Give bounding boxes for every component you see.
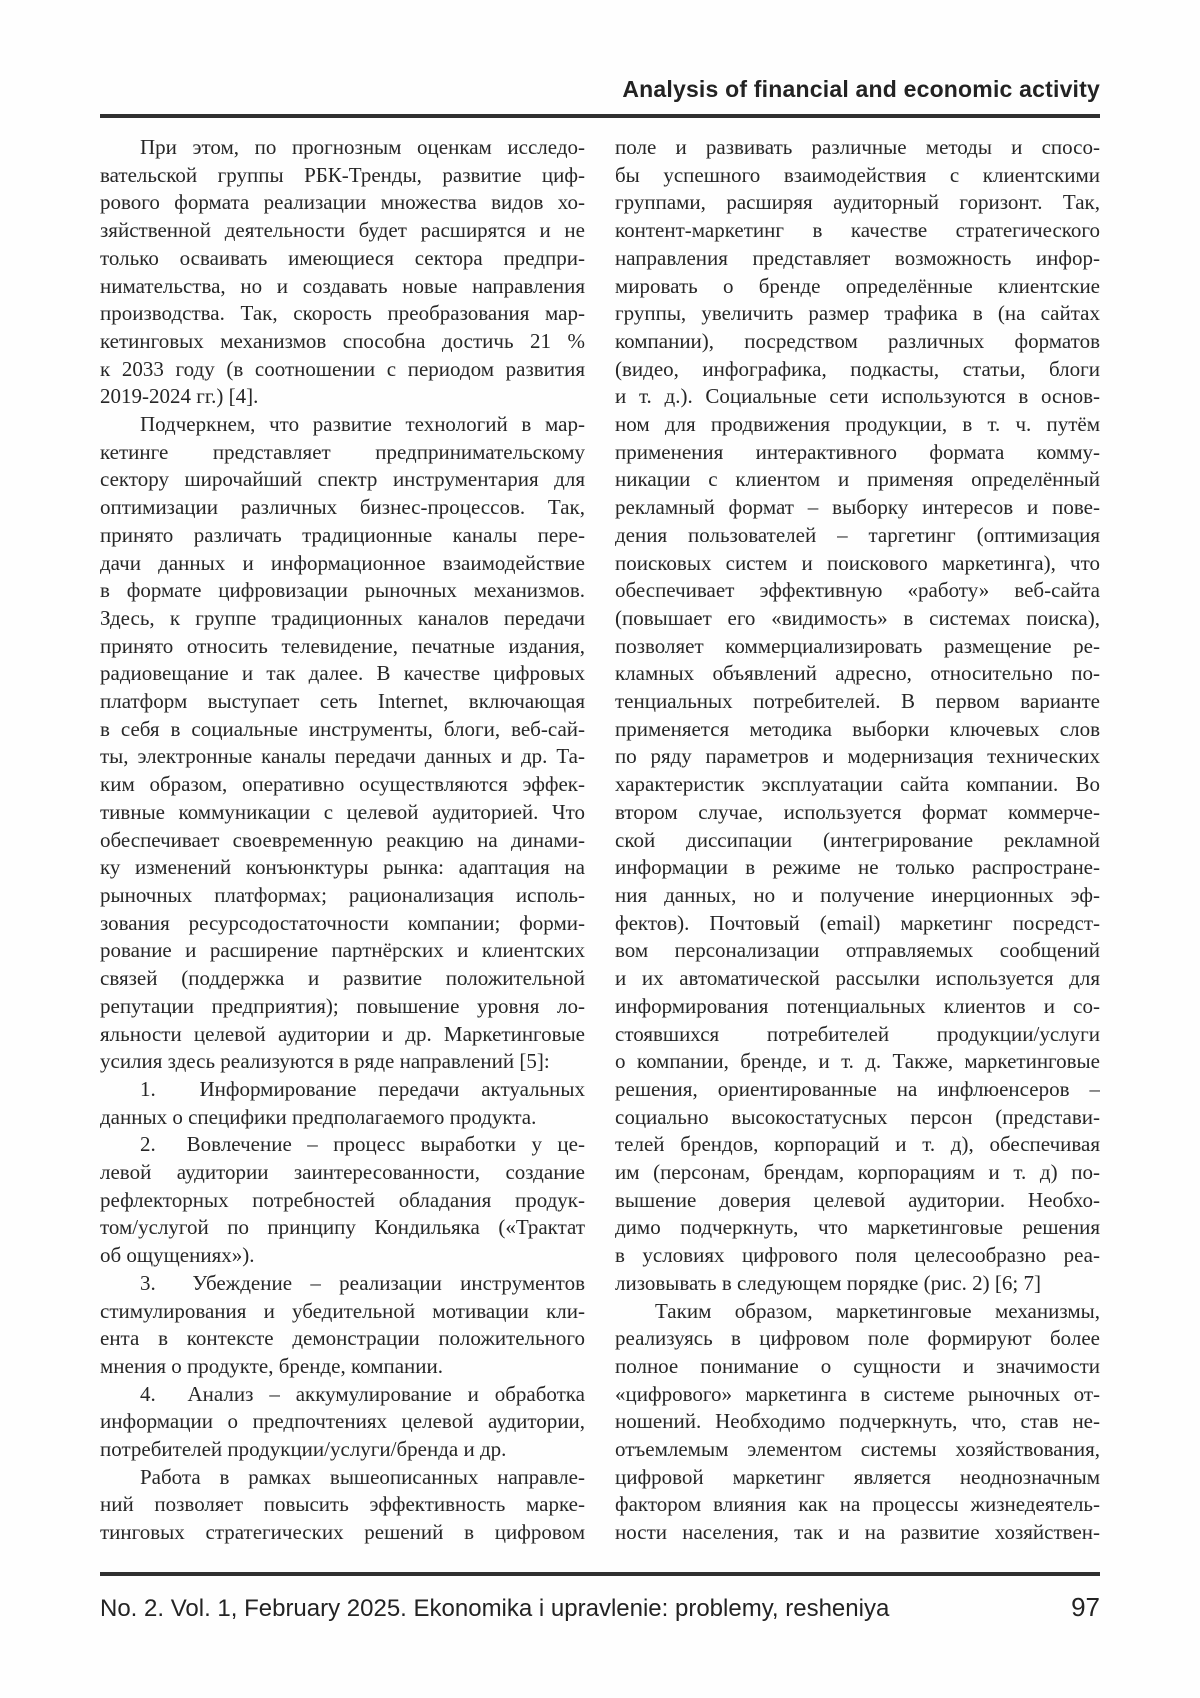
text-line: полное понимание о сущности и значимости [615,1353,1100,1378]
text-line: (повышает его «видимость» в системах поиска), [615,605,1100,630]
text-line: группами, расширяя аудиторный горизонт. Так, [615,190,1100,215]
text-line: применения интерактивного формата комму- [615,439,1100,464]
text-line: 1. Информирование передачи актуальных [140,1076,585,1101]
text-line: Таким образом, маркетинговые механизмы, [655,1298,1100,1323]
text-line: потребителей продукции/услуги/бренда и др. [100,1437,507,1462]
text-line: ности населения, так и на развитие хозяйствен- [615,1520,1100,1545]
text-line: вом персонализации отправляемых сообщений [615,938,1100,963]
text-line: 4. Анализ – аккумулирование и обработка [140,1381,585,1406]
text-line: платформ выступает сеть Internet, включающая [100,689,585,714]
footer [100,1592,1100,1623]
running-head: Analysis of financial and economic activity [622,76,1100,102]
text-line: рового формата реализации множества видов хо- [100,190,585,215]
text-line: радиовещание и так далее. В качестве цифровых [100,661,585,686]
text-line: фектов). Почтовый (email) маркетинг посредст- [615,910,1100,935]
text-line: поисковых систем и поискового маркетинга), что [615,550,1100,575]
text-line: рыночных платформах; рационализация исполь- [100,882,585,907]
text-line: производства. Так, скорость преобразования мар- [100,301,585,326]
text-line: решения, ориентированные на инфлюенсеров – [615,1076,1100,1101]
text-line: ний позволяет повысить эффективность марке- [100,1492,585,1517]
text-line: рефлекторных потребностей обладания продук- [100,1187,585,1212]
text-line: информации о предпочтениях целевой аудитории, [100,1409,585,1434]
text-line: зования ресурсодостаточности компании; форми- [100,910,585,935]
text-line: яльности целевой аудитории и др. Маркетинговые [100,1021,585,1046]
text-line: 2019-2024 гг.) [4]. [100,384,259,409]
text-line: сектору широчайший спектр инструментария для [100,467,585,492]
text-line: им (персонам, брендам, корпорациям и т. д) по- [615,1160,1100,1185]
text-line: кетинговых механизмов способна достичь 21 % [100,328,585,353]
column-right [615,134,1100,1547]
text-line: 2. Вовлечение – процесс выработки у це- [140,1132,585,1157]
text-line: рование и расширение партнёрских и клиентских [100,938,585,963]
text-line: бы успешного взаимодействия с клиентскими [615,162,1100,187]
text-line: группы, увеличить размер трафика в (на сайтах [615,301,1100,326]
journal-citation: No. 2. Vol. 1, February 2025. Ekonomika i upravlenie: problemy, resheniya [100,1595,890,1622]
paragraph [100,1076,585,1131]
text-line: фактором влияния как на процессы жизнедеятель- [615,1492,1100,1517]
text-line: Подчеркнем, что развитие технологий в мар- [140,412,585,437]
text-line: тинговых стратегических решений в цифровом [100,1520,585,1545]
text-line: «цифрового» маркетинга в системе рыночных от- [615,1381,1100,1406]
footer-rule [100,1572,1100,1576]
text-line: обеспечивает эффективную «работу» веб-сайта [615,578,1100,603]
text-line: 3. Убеждение – реализации инструментов [140,1270,585,1295]
text-line: принято различать традиционные каналы пере- [100,522,585,547]
text-line: информирования потенциальных клиентов и со- [615,993,1100,1018]
text-line: (видео, инфографика, подкасты, статьи, блоги [615,356,1100,381]
text-line: дения пользователей – таргетинг (оптимизация [615,522,1100,547]
text-line: в формате цифровизации рыночных механизмов. [100,578,585,603]
text-line: ента в контексте демонстрации положительного [100,1326,585,1351]
text-line: связей (поддержка и развитие положительной [100,966,585,991]
text-line: никации с клиентом и применяя определённый [615,467,1100,492]
paragraph [100,134,585,411]
text-line: только осваивать имеющиеся сектора предпри- [100,245,585,270]
text-line: телей брендов, корпораций и т. д), обеспечивая [615,1132,1100,1157]
text-line: ким образом, оперативно осуществляются эффек- [100,772,585,797]
text-line: реализуясь в цифровом поле формируют более [615,1326,1100,1351]
text-line: втором случае, используется формат коммерче- [615,799,1100,824]
text-line: нимательства, но и создавать новые направления [100,273,585,298]
text-line: мировать о бренде определённые клиентские [615,273,1100,298]
text-line: стимулирования и убедительной мотивации кли- [100,1298,585,1323]
text-line: ношений. Необходимо подчеркнуть, что, став не- [615,1409,1100,1434]
text-line: мнения о продукте, бренде, компании. [100,1353,444,1378]
text-line: контент-маркетинг в качестве стратегического [615,218,1100,243]
paragraph [615,134,1100,1298]
text-line: лизовывать в следующем порядке (рис. 2) [6; 7] [615,1270,1041,1295]
text-line: кламных объявлений адресно, относительно по- [615,661,1100,686]
text-line: ном для продвижения продукции, в т. ч. путём [615,412,1100,437]
paragraph [100,1131,585,1270]
text-line: компании), посредством различных форматов [615,328,1100,353]
text-line: о компании, бренде, и т. д. Также, маркетинговые [615,1049,1100,1074]
text-line: и их автоматической рассылки используется для [615,966,1100,991]
text-line: При этом, по прогнозным оценкам исследо- [140,135,585,159]
paragraph [100,1464,585,1547]
text-line: отъемлемым элементом системы хозяйствования, [615,1437,1100,1462]
text-line: направления представляет возможность инфор- [615,245,1100,270]
text-line: к 2033 году (в соотношении с периодом развития [100,356,585,381]
paragraph [615,1298,1100,1547]
text-line: об ощущениях»). [100,1243,255,1268]
text-line: вышение доверия целевой аудитории. Необхо- [615,1187,1100,1212]
text-line: характеристик эксплуатации сайта компании. Во [615,772,1100,797]
page-number: 97 [1071,1592,1100,1622]
text-line: социально высокостатусных персон (представи- [615,1104,1100,1129]
paragraph [100,1270,585,1381]
text-line: ния данных, но и получение инерционных эф- [615,882,1100,907]
text-line: обеспечивает своевременную реакцию на динами- [100,827,585,852]
text-line: в условиях цифрового поля целесообразно реа- [615,1243,1100,1268]
header-rule [100,114,1100,118]
paragraph [100,1381,585,1464]
text-line: применяется методика выборки ключевых слов [615,716,1100,741]
text-line: ку изменений конъюнктуры рынка: адаптация на [100,855,585,880]
text-line: усилия здесь реализуются в ряде направлений [5]: [100,1049,550,1074]
text-line: дачи данных и информационное взаимодействие [100,550,585,575]
text-line: Работа в рамках вышеописанных направле- [140,1464,585,1489]
text-line: и т. д.). Социальные сети используются в основ- [615,384,1100,409]
text-line: тивные коммуникации с целевой аудиторией. Что [100,799,585,824]
column-left [100,134,585,1547]
text-line: левой аудитории заинтересованности, создание [100,1160,585,1185]
text-line: цифровой маркетинг является неоднозначным [615,1464,1100,1489]
text-line: данных о специфики предполагаемого продукта. [100,1104,537,1129]
text-line: по ряду параметров и модернизация технических [615,744,1100,769]
text-line: зяйственной деятельности будет расширятся и не [100,218,585,243]
text-line: поле и развивать различные методы и спосо- [615,135,1100,159]
text-line: том/услугой по принципу Кондильяка («Трактат [100,1215,585,1240]
body-columns [100,134,1100,1547]
text-line: информации в режиме не только распростране- [615,855,1100,880]
text-line: в себя в социальные инструменты, блоги, веб-сай- [100,716,585,741]
text-line: тенциальных потребителей. В первом варианте [615,689,1100,714]
text-line: стоявшихся потребителей продукции/услуги [615,1021,1100,1046]
text-line: вательской группы РБК-Тренды, развитие циф- [100,162,585,187]
text-line: рекламный формат – выборку интересов и пове- [615,495,1100,520]
text-line: Здесь, к группе традиционных каналов передачи [100,605,585,630]
text-line: ской диссипации (интегрирование рекламной [615,827,1100,852]
text-line: ты, электронные каналы передачи данных и др. Та- [100,744,585,769]
text-line: позволяет коммерциализировать размещение ре- [615,633,1100,658]
text-line: репутации предприятия); повышение уровня ло- [100,993,585,1018]
text-line: кетинге представляет предпринимательскому [100,439,585,464]
text-line: принято относить телевидение, печатные издания, [100,633,585,658]
paragraph [100,411,585,1076]
text-line: оптимизации различных бизнес-процессов. Так, [100,495,585,520]
text-line: димо подчеркнуть, что маркетинговые решения [615,1215,1100,1240]
